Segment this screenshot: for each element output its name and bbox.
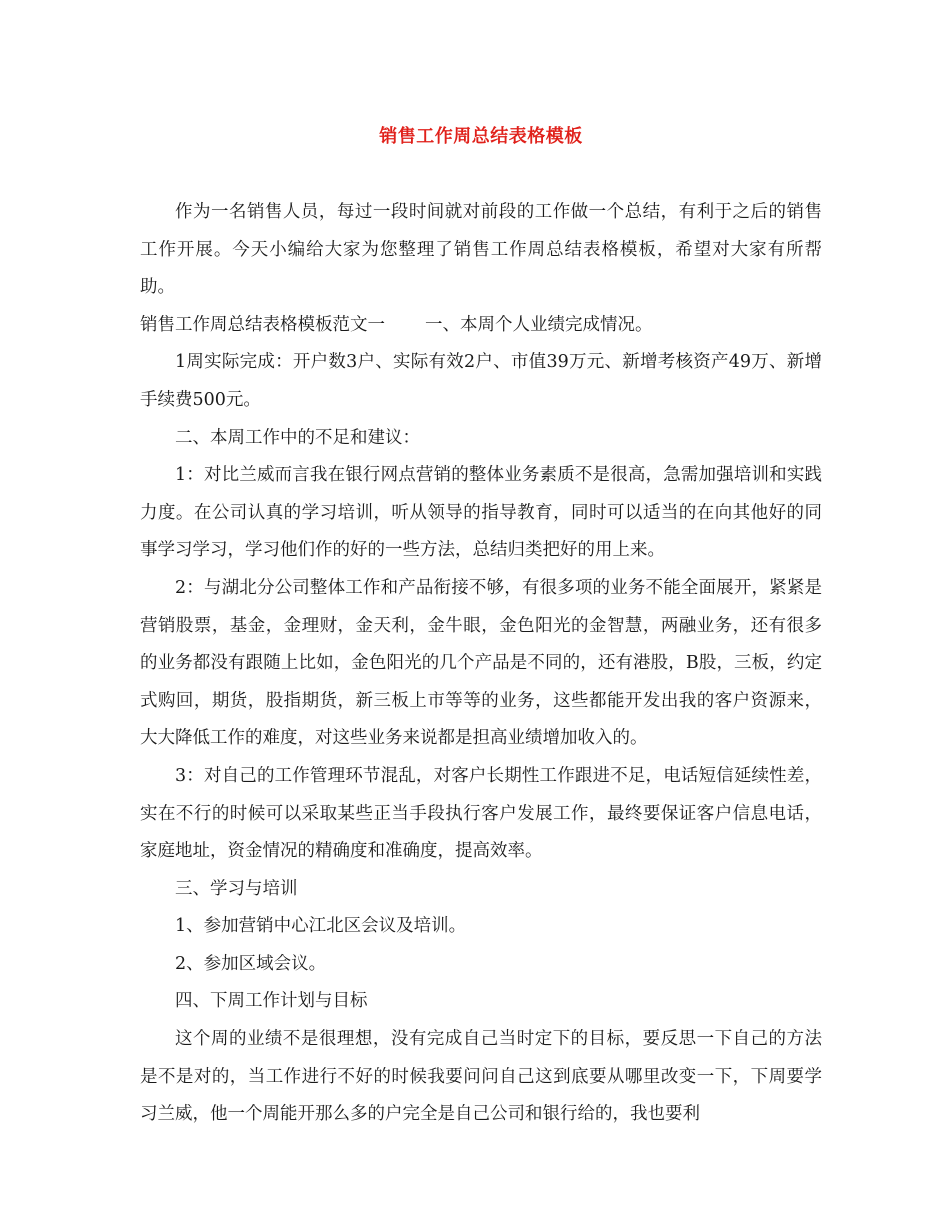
heading-shortcomings: 二、本周工作中的不足和建议： [175, 427, 420, 448]
intro-paragraph: 作为一名销售人员，每过一段时间就对前段的工作做一个总结，有利于之后的销售工作开展。今天小编给大家为您整理了销售工作周总结表格模板，希望对大家有所帮助。 [140, 202, 822, 298]
paragraph-point-3: 3：对自己的工作管理环节混乱，对客户长期性工作跟进不足，电话短信延续性差，实在不行的时候可以采取某些正当手段执行客户发展工作，最终要保证客户信息电话，家庭地址，资金情况的精确度和准确度，提高效率。 [140, 765, 822, 862]
section-subtitle: 一、本周个人业绩完成情况。 [425, 314, 653, 335]
list-item-training-1: 1、参加营销中心江北区会议及培训。 [175, 916, 467, 937]
document-title: 销售工作周总结表格模板 [379, 126, 583, 147]
section-title: 销售工作周总结表格模板范文一 [140, 314, 385, 335]
section-heading-line [140, 307, 822, 345]
paragraph-point-1: 1：对比兰威而言我在银行网点营销的整体业务素质不是很高，急需加强培训和实践力度。在公司认真的学习培训，听从领导的指导教育，同时可以适当的在向其他好的同事学习学习，学习他们作的好的一些方法，总结归类把好的用上来。 [140, 465, 822, 561]
paragraph-weekly-results: 1周实际完成：开户数3户、实际有效2户、市值39万元、新增考核资产49万、新增手续费500元。 [140, 352, 822, 410]
paragraph-point-2: 2：与湖北分公司整体工作和产品衔接不够，有很多项的业务不能全面展开，紧紧是营销股票，基金，金理财，金天利，金牛眼，金色阳光的金智慧，两融业务，还有很多的业务都没有跟随上比如，金色阳光的几个产品是不同的，还有港股，B股，三板，约定式购回，期货，股指期货，新三板上市等等的业务，这些都能开发出我的客户资源来，大大降低工作的难度，对这些业务来说都是担高业绩增加收入的。 [140, 577, 822, 749]
heading-training: 三、学习与培训 [175, 878, 298, 899]
document-body [140, 194, 822, 1134]
paragraph-next-week: 这个周的业绩不是很理想，没有完成自己当时定下的目标，要反思一下自己的方法是不是对的，当工作进行不好的时候我要问问自己这到底要从哪里改变一下，下周要学习兰威，他一个周能开那么多的户完全是自己公司和银行给的，我也要利 [140, 1029, 822, 1125]
heading-next-week: 四、下周工作计划与目标 [175, 991, 368, 1012]
list-item-training-2: 2、参加区域会议。 [175, 953, 327, 974]
